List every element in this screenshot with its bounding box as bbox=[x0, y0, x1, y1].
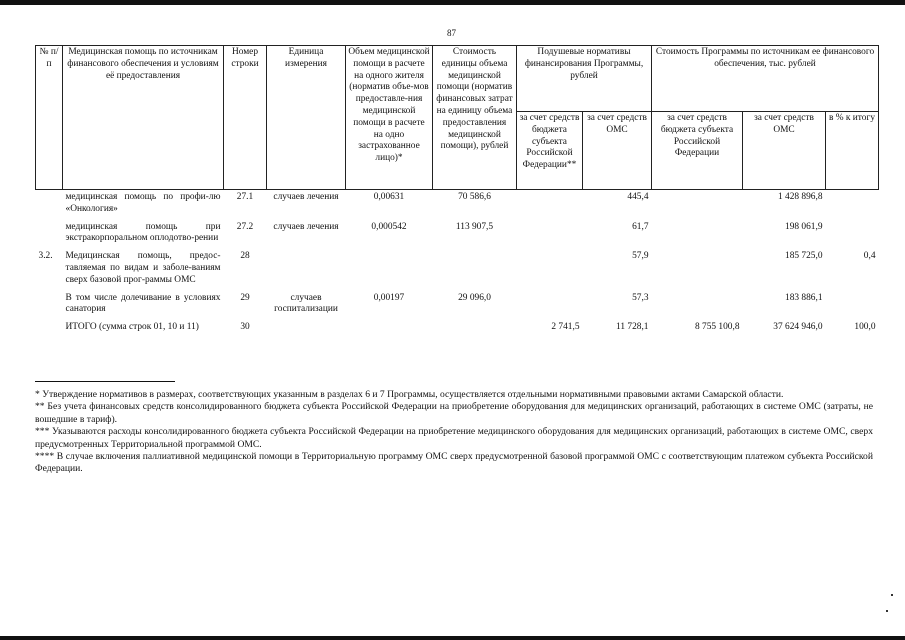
cell-row-number: 28 bbox=[240, 251, 250, 262]
cell-percent bbox=[826, 221, 879, 251]
scan-speck bbox=[886, 610, 888, 612]
cell-cost: 70 586,6 bbox=[458, 192, 491, 202]
cell-norm-oms: 11 728,1 bbox=[616, 322, 649, 333]
table-row-total bbox=[36, 321, 879, 339]
cell-program-oms: 37 624 946,0 bbox=[773, 322, 823, 333]
table-row bbox=[36, 190, 879, 221]
cell-volume: 0,00197 bbox=[373, 292, 405, 303]
page-number: 87 bbox=[447, 28, 456, 38]
header-norms-group: Подушевые нормативы финансирования Программы, рублей bbox=[517, 46, 652, 112]
cell-num bbox=[36, 221, 63, 251]
cell-program-budget: 8 755 100,8 bbox=[694, 322, 740, 333]
header-cost: Стоимость единицы объема медицинской помощи (норматив финансовых затрат на единицу объема предоставления медицинской помощи), рублей bbox=[433, 46, 517, 190]
header-num: № п/п bbox=[36, 46, 63, 190]
scan-top-border bbox=[0, 0, 905, 5]
cell-row-number: 29 bbox=[240, 292, 250, 303]
cell-cost bbox=[433, 250, 517, 291]
cell-unit bbox=[267, 321, 346, 339]
cell-num bbox=[36, 321, 63, 339]
cell-norm-oms: 57,3 bbox=[632, 292, 649, 303]
cell-norm-budget bbox=[517, 292, 583, 322]
cell-program-budget bbox=[652, 292, 743, 322]
cell-norm-budget bbox=[517, 250, 583, 291]
cell-norm-oms: 57,9 bbox=[632, 251, 649, 262]
cell-num bbox=[36, 292, 63, 322]
cell-unit: случаев лечения bbox=[273, 221, 339, 232]
footnotes bbox=[35, 389, 873, 476]
header-program-oms: за счет средств ОМС bbox=[743, 112, 826, 190]
header-help: Медицинская помощь по источникам финансового обеспечения и условиям её предоставления bbox=[63, 46, 224, 190]
cell-cost: 29 096,0 bbox=[458, 292, 491, 303]
cell-name: ИТОГО (сумма строк 01, 10 и 11) bbox=[65, 322, 199, 333]
header-unit: Единица измерения bbox=[267, 46, 346, 190]
cell-name: В том числе долечивание в условиях санатория bbox=[65, 292, 221, 315]
cell-percent: 0,4 bbox=[863, 251, 876, 262]
header-program-percent: в % к итогу bbox=[826, 112, 879, 190]
cell-program-budget bbox=[652, 190, 743, 221]
cell-cost: 113 907,5 bbox=[455, 221, 494, 232]
cell-norm-oms: 445,4 bbox=[627, 192, 649, 202]
cell-num: 3.2. bbox=[38, 251, 53, 262]
cell-program-oms: 183 886,1 bbox=[785, 292, 823, 303]
cell-cost bbox=[433, 321, 517, 339]
cell-program-oms: 1 428 896,8 bbox=[777, 192, 823, 202]
cell-volume bbox=[346, 321, 433, 339]
cell-unit: случаев лечения bbox=[273, 192, 339, 202]
cell-program-budget bbox=[652, 250, 743, 291]
cell-name: Медицинская помощь, предос-тавляемая по видам и заболе-ваниям сверх базовой прог-раммы ОМС bbox=[65, 251, 221, 285]
cell-row-number: 27.1 bbox=[236, 192, 254, 202]
cell-program-oms: 185 725,0 bbox=[785, 251, 823, 262]
footnote-4: **** В случае включения паллиативной медицинской помощи в Территориальную программу ОМС сверх предусмотренной базовой программой ОМС с соответствующим платежом субъекта Российской Федерации. bbox=[35, 451, 873, 475]
cell-volume: 0,000542 bbox=[371, 221, 407, 232]
cell-row-number: 27.2 bbox=[236, 221, 254, 232]
header-norms-oms: за счет средств ОМС bbox=[583, 112, 652, 190]
scan-speck bbox=[891, 594, 893, 596]
footnote-3: *** Указываются расходы консолидированного бюджета субъекта Российской Федерации на приобретение медицинского оборудования для медицинских организаций, работающих в системе ОМС, сверх предусмотренных Территориальной программой ОМС. bbox=[35, 426, 873, 450]
cell-volume bbox=[346, 250, 433, 291]
scan-bottom-border bbox=[0, 636, 905, 640]
footnote-2: ** Без учета финансовых средств консолидированного бюджета субъекта Российской Федерации на приобретение оборудования для медицинских организаций, работающих в системе ОМС (затраты, не вошедшие в тариф). bbox=[35, 401, 873, 425]
table-row bbox=[36, 221, 879, 251]
cell-name: медицинская помощь при экстракорпоральном оплодотво-рении bbox=[65, 221, 221, 244]
header-row-number: Номер строки bbox=[224, 46, 267, 190]
cell-volume: 0,00631 bbox=[373, 192, 405, 202]
cell-unit bbox=[267, 250, 346, 291]
cell-norm-budget bbox=[517, 190, 583, 221]
footnote-1: * Утверждение нормативов в размерах, соответствующих указанным в разделах 6 и 7 Программы, осуществляется отдельными нормативными правовыми актами Самарской области. bbox=[35, 389, 784, 400]
cell-norm-budget: 2 741,5 bbox=[551, 322, 580, 333]
table-row bbox=[36, 292, 879, 322]
table-row bbox=[36, 250, 879, 291]
header-program-group: Стоимость Программы по источникам ее финансового обеспечения, тыс. рублей bbox=[652, 46, 879, 112]
financing-table bbox=[35, 45, 879, 339]
cell-name: медицинская помощь по профи-лю «Онкология» bbox=[65, 192, 221, 214]
cell-percent bbox=[826, 292, 879, 322]
footnote-separator bbox=[35, 381, 175, 382]
cell-row-number: 30 bbox=[240, 322, 250, 333]
table-header bbox=[36, 46, 879, 190]
cell-program-oms: 198 061,9 bbox=[785, 221, 823, 232]
cell-norm-oms: 61,7 bbox=[632, 221, 649, 232]
cell-num bbox=[36, 190, 63, 221]
header-volume: Объем медицинской помощи в расчете на одного жителя (норматив объе-мов предоставле-ния медицинской помощи в расчете на одно застрахованное лицо)* bbox=[346, 46, 433, 190]
cell-norm-budget bbox=[517, 221, 583, 251]
header-program-budget: за счет средств бюджета субъекта Российской Федерации bbox=[652, 112, 743, 190]
cell-unit: случаев госпитализации bbox=[274, 292, 338, 315]
cell-percent bbox=[826, 190, 879, 221]
cell-percent: 100,0 bbox=[854, 322, 876, 333]
header-norms-budget: за счет средств бюджета субъекта Российской Федерации** bbox=[517, 112, 583, 190]
cell-program-budget bbox=[652, 221, 743, 251]
